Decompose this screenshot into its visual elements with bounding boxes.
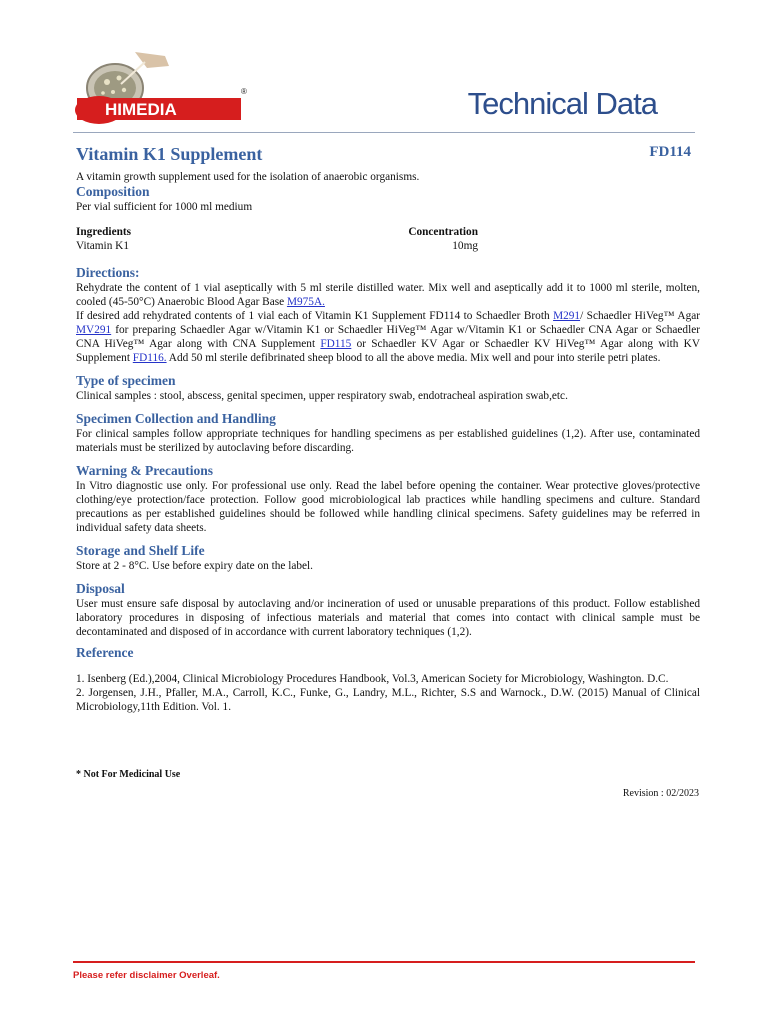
table-row: [76, 239, 478, 253]
composition-subtitle: Per vial sufficient for 1000 ml medium: [76, 201, 253, 213]
link-fd115[interactable]: FD115: [320, 338, 352, 350]
link-mv291[interactable]: MV291: [76, 324, 112, 336]
page-header: [73, 48, 695, 130]
product-code: FD114: [649, 144, 691, 160]
collection-text: For clinical samples follow appropriate techniques for handling specimens as per established guidelines (1,2). After use, contaminated materials must be sterilized by autoclaving before discarding.: [76, 428, 700, 454]
collection-heading: Specimen Collection and Handling: [76, 411, 276, 426]
ingredient-concentration: 10mg: [452, 240, 478, 252]
warning-text: In Vitro diagnostic use only. For professional use only. Read the label before opening the container. Wear protective gloves/protective clothing/eye protection/face protection. Follow good microbiological lab practices while handling specimens and culture. Standard precautions as per established guidelines should be followed while handling clinical specimens. Safety guidelines may be referred in individual safety data sheets.: [76, 480, 700, 534]
disposal-heading: Disposal: [76, 581, 125, 596]
column-header-concentration: Concentration: [408, 226, 478, 238]
registered-mark: ®: [241, 87, 247, 96]
document-type-title: Technical Data: [467, 86, 657, 121]
table-header-row: [76, 225, 478, 239]
directions-text: for preparing Schaedler Agar w/Vitamin K1 or Schaedler HiVeg™ Agar w/Vitamin K1 or Schaedler CNA Agar or Schaedler CNA HiVeg™ Agar along with CNA Supplement: [76, 324, 700, 350]
medicinal-use-note: * Not For Medicinal Use: [76, 769, 181, 780]
specimen-heading: Type of specimen: [76, 373, 176, 388]
column-header-ingredients: Ingredients: [76, 226, 132, 238]
directions-text: / Schaedler HiVeg™ Agar: [580, 310, 700, 322]
directions-text: Add 50 ml sterile defibrinated sheep blood to all the above media. Mix well and pour into sterile petri plates.: [166, 352, 661, 364]
directions-paragraph-2: [76, 309, 700, 365]
reference-item-2: 2. Jorgensen, J.H., Pfaller, M.A., Carroll, K.C., Funke, G., Landry, M.L., Richter, S.S and Warnock., D.W. (2015) Manual of Clinical Microbiology,11th Edition. Vol. 1.: [76, 687, 700, 713]
directions-text: or Schaedler KV Agar or Schaedler KV HiVeg™ Agar along with KV Supplement: [76, 338, 700, 364]
intro-text: A vitamin growth supplement used for the isolation of anaerobic organisms.: [76, 171, 420, 183]
directions-text: If desired add rehydrated contents of 1 vial each of Vitamin K1 Supplement FD114 to Schaedler Broth: [76, 310, 554, 322]
product-title: Vitamin K1 Supplement: [76, 144, 263, 164]
composition-table: [76, 225, 478, 253]
warning-heading: Warning & Precautions: [76, 463, 214, 478]
specimen-text: Clinical samples : stool, abscess, genital specimen, upper respiratory swab, endotracheal aspiration swab,etc.: [76, 390, 568, 402]
himedia-logo: [73, 48, 253, 130]
directions-heading: Directions:: [76, 265, 140, 280]
brand-name: HIMEDIA: [105, 100, 177, 119]
link-m975a[interactable]: M975A.: [286, 296, 325, 308]
link-m291[interactable]: M291: [553, 310, 581, 322]
footer-divider: [73, 961, 695, 963]
storage-heading: Storage and Shelf Life: [76, 543, 205, 558]
document-body: [76, 170, 700, 714]
disposal-text: User must ensure safe disposal by autoclaving and/or incineration of used or unusable preparations of this product. Follow established laboratory procedures in disposing of infectious materials and material that comes into contact with clinical sample must be decontaminated and disposed of in accordance with current laboratory techniques (1,2).: [76, 598, 700, 638]
reference-item-1: 1. Isenberg (Ed.),2004, Clinical Microbiology Procedures Handbook, Vol.3, American Society for Microbiology, Washington. D.C.: [76, 673, 669, 685]
directions-text: Rehydrate the content of 1 vial aseptically with 5 ml sterile distilled water. Mix well and aseptically add it to 1000 ml sterile, molten, cooled (45-50°C) Anaerobic Blood Agar Base: [76, 282, 700, 308]
link-fd116[interactable]: FD116.: [132, 352, 167, 364]
revision-label: Revision : 02/2023: [622, 788, 699, 799]
composition-heading: Composition: [76, 184, 150, 199]
disclaimer-text: Please refer disclaimer Overleaf.: [73, 970, 220, 981]
directions-paragraph-1: [76, 281, 700, 309]
ingredient-name: Vitamin K1: [76, 240, 129, 252]
header-divider: [73, 132, 695, 133]
reference-heading: Reference: [76, 645, 134, 660]
storage-text: Store at 2 - 8°C. Use before expiry date on the label.: [76, 560, 313, 572]
